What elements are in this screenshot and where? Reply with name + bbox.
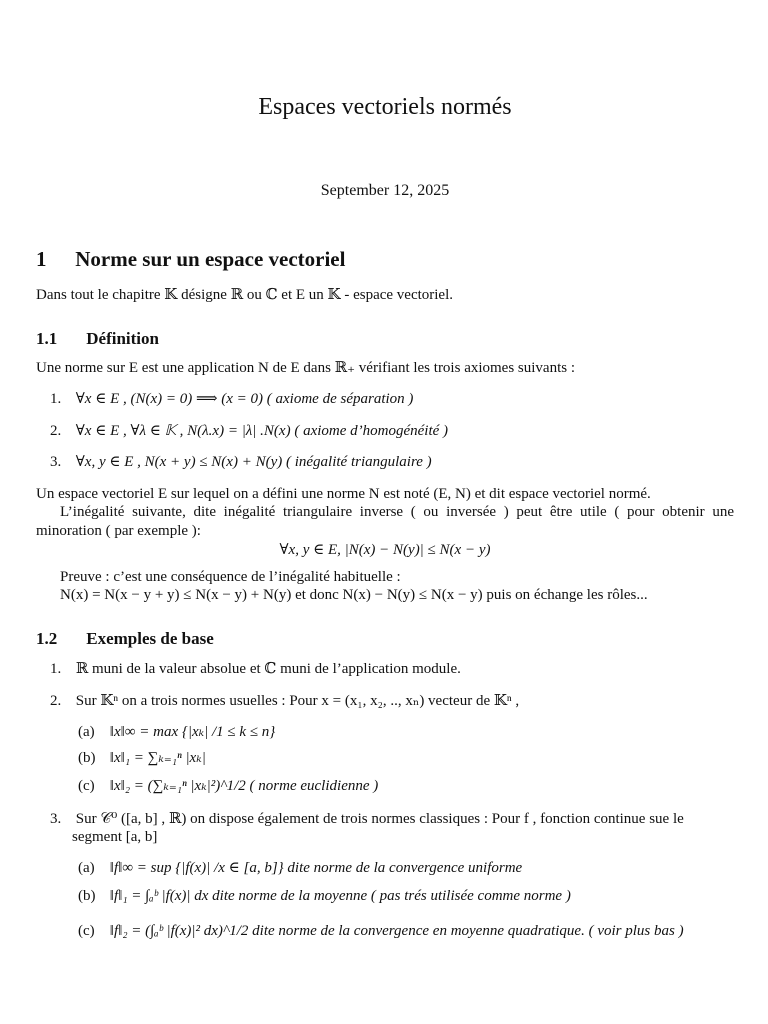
example-item (50, 660, 461, 679)
subitem-text: ‖x‖∞ = max {|xₖ| /1 ≤ k ≤ n} (109, 724, 276, 740)
axiom-item (50, 453, 432, 472)
subitem-text: ‖f‖₁ = ∫ₐᵇ |f(x)| dx dite norme de la moyenne ( pas trés utilisée comme norme ) (109, 888, 571, 904)
subsection-heading-definition (36, 328, 159, 349)
subitem-label: (c) (78, 923, 95, 939)
section-heading (36, 246, 345, 272)
subitem-label: (b) (78, 888, 96, 904)
example-text: Sur 𝕂ⁿ on a trois normes usuelles : Pour x = (x₁, x₂, .., xₙ) vecteur de 𝕂ⁿ , (75, 693, 520, 709)
proof-line: N(x) = N(x − y + y) ≤ N(x − y) + N(y) et donc N(x) − N(y) ≤ N(x − y) puis on échange les rôles... (60, 587, 648, 603)
example-text: Sur 𝒞⁰ ([a, b] , ℝ) on dispose également de trois normes classiques : Pour f , fonction continue sue le (75, 811, 684, 827)
subsection-number: 1.1 (36, 329, 58, 348)
subsection-title: Exemples de base (86, 629, 214, 648)
section-title: Norme sur un espace vectoriel (75, 247, 346, 271)
example-number: 1. (50, 661, 62, 677)
example-number: 2. (50, 693, 62, 709)
subitem-text: ‖x‖₂ = (∑ₖ₌₁ⁿ |xₖ|²)^1/2 ( norme euclidienne ) (109, 778, 379, 794)
definition-intro: Une norme sur E est une application N de E dans ℝ₊ vérifiant les trois axiomes suivants : (36, 360, 576, 376)
subitem-text: ‖x‖₁ = ∑ₖ₌₁ⁿ |xₖ| (109, 750, 206, 766)
document-title: Espaces vectoriels normés (258, 94, 512, 120)
subsection-number: 1.2 (36, 629, 58, 648)
proof-line: Preuve : c’est une conséquence de l’inégalité habituelle : (60, 569, 401, 585)
axiom-text: ∀x ∈ E , (N(x) = 0) ⟹ (x = 0) ( axiome de séparation ) (75, 391, 414, 407)
inverse-inequality-paragraph: L’inégalité suivante, dite inégalité triangulaire inverse ( ou inversée ) peut être utile ( pour obtenir une minoration ( par exemple ): (36, 504, 734, 539)
example-subitem (78, 887, 571, 906)
subitem-label: (b) (78, 750, 96, 766)
example-subitem (78, 777, 378, 796)
example-text-continuation: segment [a, b] (72, 829, 158, 845)
subitem-text: ‖f‖₂ = (∫ₐᵇ |f(x)|² dx)^1/2 dite norme de la convergence en moyenne quadratique. ( voir plus bas ) (109, 923, 684, 939)
section-intro: Dans tout le chapitre 𝕂 désigne ℝ ou ℂ et E un 𝕂 - espace vectoriel. (36, 287, 454, 303)
example-subitem (78, 859, 522, 878)
example-text: ℝ muni de la valeur absolue et ℂ muni de l’application module. (75, 661, 461, 677)
subitem-text: ‖f‖∞ = sup {|f(x)| /x ∈ [a, b]} dite norme de la convergence uniforme (109, 860, 523, 876)
document-date: September 12, 2025 (320, 182, 450, 199)
axiom-number: 3. (50, 454, 62, 470)
axiom-text: ∀x ∈ E , ∀λ ∈ 𝕂 , N(λ.x) = |λ| .N(x) ( axiome d’homogénéité ) (75, 423, 449, 439)
normed-space-paragraph: Un espace vectoriel E sur lequel on a défini une norme N est noté (E, N) et dit espace vectoriel normé. (36, 486, 651, 502)
subsection-heading-examples (36, 628, 214, 649)
example-number: 3. (50, 811, 62, 827)
inverse-inequality-formula: ∀x, y ∈ E, |N(x) − N(y)| ≤ N(x − y) (279, 542, 491, 558)
subitem-label: (a) (78, 860, 95, 876)
subitem-label: (c) (78, 778, 95, 794)
example-item (50, 810, 684, 829)
axiom-item (50, 390, 413, 409)
example-subitem (78, 723, 275, 742)
axiom-item (50, 422, 448, 441)
example-item (50, 692, 519, 711)
example-subitem (78, 922, 684, 941)
axiom-number: 2. (50, 423, 62, 439)
axiom-number: 1. (50, 391, 62, 407)
axiom-text: ∀x, y ∈ E , N(x + y) ≤ N(x) + N(y) ( inégalité triangulaire ) (75, 454, 432, 470)
section-number: 1 (36, 247, 47, 271)
example-subitem (78, 749, 206, 768)
subsection-title: Définition (86, 329, 159, 348)
subitem-label: (a) (78, 724, 95, 740)
